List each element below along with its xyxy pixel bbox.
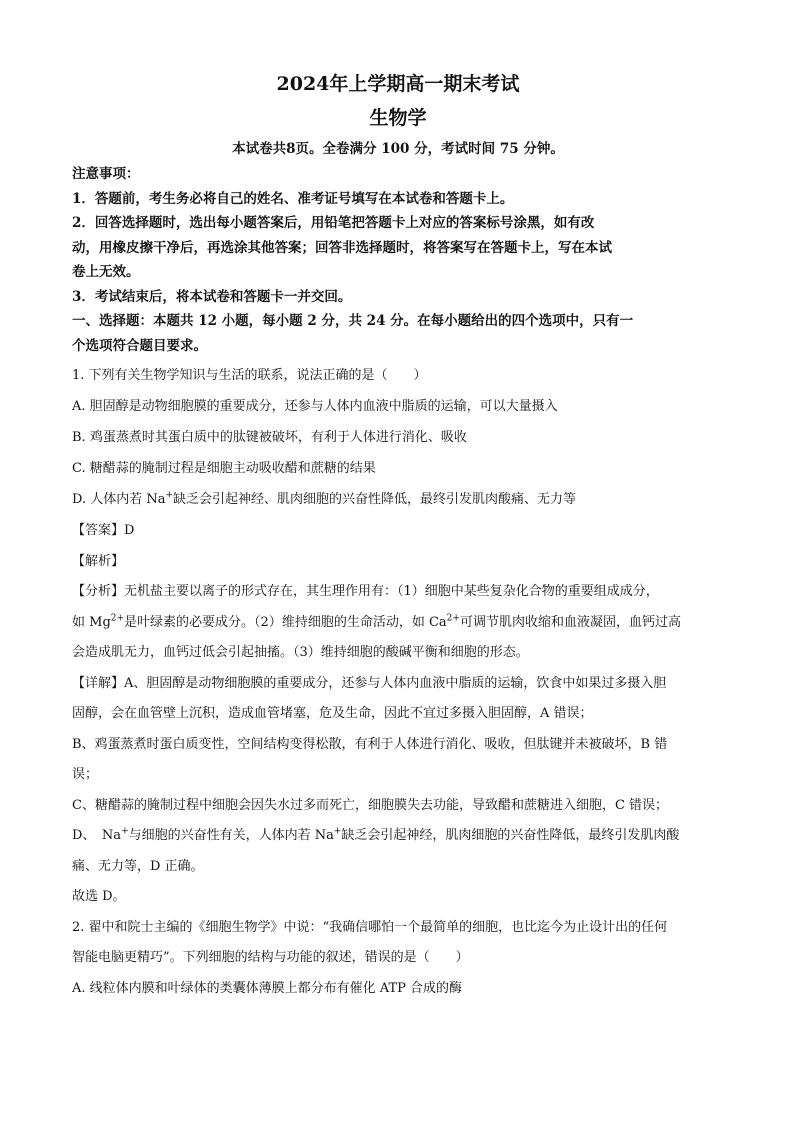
xiangjie-d-line-2: 痛、无力等，D 正确。 <box>72 858 204 874</box>
xiangjie-tag: 【详解】 <box>72 675 125 691</box>
xiangjie-a-line-2: 固醇，会在血管壁上沉积，造成血管堵塞，危及生命，因此不宜过多摄入胆固醇，A 错误； <box>72 706 593 721</box>
answer-tag: 【答案】 <box>72 523 125 538</box>
fenxi-text: 是叶绿素的必要成分。（2）维持细胞的生命活动，如 Ca <box>124 614 447 630</box>
xiangjie-c: C、糖醋蒜的腌制过程中细胞会因失水过多而死亡，细胞膜失去功能，导致醋和蔗糖进入细胞，C 错误； <box>72 797 669 813</box>
superscript: 2+ <box>110 613 125 624</box>
question-2-stem-line-1: 2. 翟中和院士主编的《细胞生物学》中说：“我确信哪怕一个最简单的细胞，也比迄今为止设计出的任何 <box>72 919 668 935</box>
xiangjie-text: D、 Na <box>72 828 122 843</box>
question-1-option-b: B. 鸡蛋蒸煮时其蛋白质中的肽键被破坏，有利于人体进行消化、吸收 <box>72 430 467 445</box>
answer-line <box>72 515 724 546</box>
question-2-stem-line-2: 智能电脑更精巧”。下列细胞的结构与功能的叙述，错误的是（ ） <box>72 950 469 965</box>
section-1-line-1: 一、选择题：本题共 12 小题，每小题 2 分，共 24 分。在每小题给出的四个选项中，只有一 <box>72 313 634 329</box>
xiangjie-a-line-1 <box>72 669 724 700</box>
exam-meta: 本试卷共8页。全卷满分 100 分，考试时间 75 分钟。 <box>232 141 564 157</box>
fenxi-tag: 【分析】 <box>72 584 125 599</box>
exam-page <box>72 70 724 1004</box>
superscript: + <box>165 490 174 501</box>
question-2 <box>72 913 724 1005</box>
section-1-line-2: 个选项符合题目要求。 <box>72 337 207 354</box>
exam-title: 2024年上学期高一期末考试 <box>276 73 520 95</box>
superscript: + <box>333 826 342 837</box>
subject-title: 生物学 <box>369 107 427 129</box>
note-item-2-line-2: 动，用橡皮擦干净后，再选涂其他答案；回答非选择题时，将答案写在答题卡上，写在本试 <box>72 239 612 256</box>
note-item-2-line-3: 卷上无效。 <box>72 264 140 280</box>
fenxi-text: 无机盐主要以离子的形式存在，其生理作用有：（1）细胞中某些复杂化合物的重要组成成分， <box>124 584 659 599</box>
fenxi-text: 如 Mg <box>72 614 111 630</box>
question-1-stem: 1. 下列有关生物学知识与生活的联系，说法正确的是（ ） <box>72 368 427 383</box>
conclusion: 故选 D。 <box>72 889 126 904</box>
question-1-option-d <box>72 484 724 515</box>
xiangjie-b-line-2: 误； <box>72 767 99 782</box>
xiangjie-d-line-1 <box>72 821 724 852</box>
section-1-heading <box>72 309 724 358</box>
superscript: + <box>121 826 129 837</box>
answer-value: D <box>124 523 135 538</box>
option-d-text: 缺乏会引起神经、肌肉细胞的兴奋性降低，最终引发肌肉酸痛、无力等 <box>173 492 577 507</box>
notes-heading: 注意事项： <box>72 166 140 182</box>
fenxi-text: 可调节肌肉收缩和血液凝固，血钙过高 <box>459 614 681 630</box>
question-2-option-a: A. 线粒体内膜和叶绿体的类囊体薄膜上都分布有催化 ATP 合成的酶 <box>72 980 463 996</box>
note-item-3: 3．考试结束后，将本试卷和答题卡一并交回。 <box>72 288 352 305</box>
superscript: 2+ <box>446 613 460 624</box>
note-item-1: 1．答题前，考生务必将自己的姓名、准考证号填写在本试卷和答题卡上。 <box>72 190 514 207</box>
fenxi-line-2 <box>72 608 724 639</box>
question-1-option-c: C. 糖醋蒜的腌制过程是细胞主动吸收醋和蔗糖的结果 <box>72 461 376 476</box>
xiangjie-b-line-1: B、鸡蛋蒸煮时蛋白质变性，空间结构变得松散，有利于人体进行消化、吸收，但肽键并未被破坏，B 错 <box>72 736 668 752</box>
analysis-tag: 【解析】 <box>72 554 125 569</box>
notes-section <box>72 162 724 309</box>
xiangjie-text: 缺乏会引起神经，肌肉细胞的兴奋性降低，最终引发肌肉酸 <box>341 828 680 843</box>
option-d-text: D. 人体内若 Na <box>72 492 166 507</box>
note-item-2-line-1: 2．回答选择题时，选出每小题答案后，用铅笔把答题卡上对应的答案标号涂黑，如有改 <box>72 215 595 231</box>
fenxi-line-3: 会造成肌无力，血钙过低会引起抽搐。（3）维持细胞的酸碱平衡和细胞的形态。 <box>72 645 529 660</box>
fenxi-line-1 <box>72 577 724 608</box>
xiangjie-text: 与细胞的兴奋性有关，人体内若 Na <box>128 828 334 843</box>
question-1-option-a: A. 胆固醇是动物细胞膜的重要成分，还参与人体内血液中脂质的运输，可以大量摄入 <box>72 399 558 414</box>
xiangjie-text: A、胆固醇是动物细胞膜的重要成分，还参与人体内血液中脂质的运输，饮食中如果过多摄入胆 <box>124 675 667 691</box>
question-1 <box>72 360 724 913</box>
